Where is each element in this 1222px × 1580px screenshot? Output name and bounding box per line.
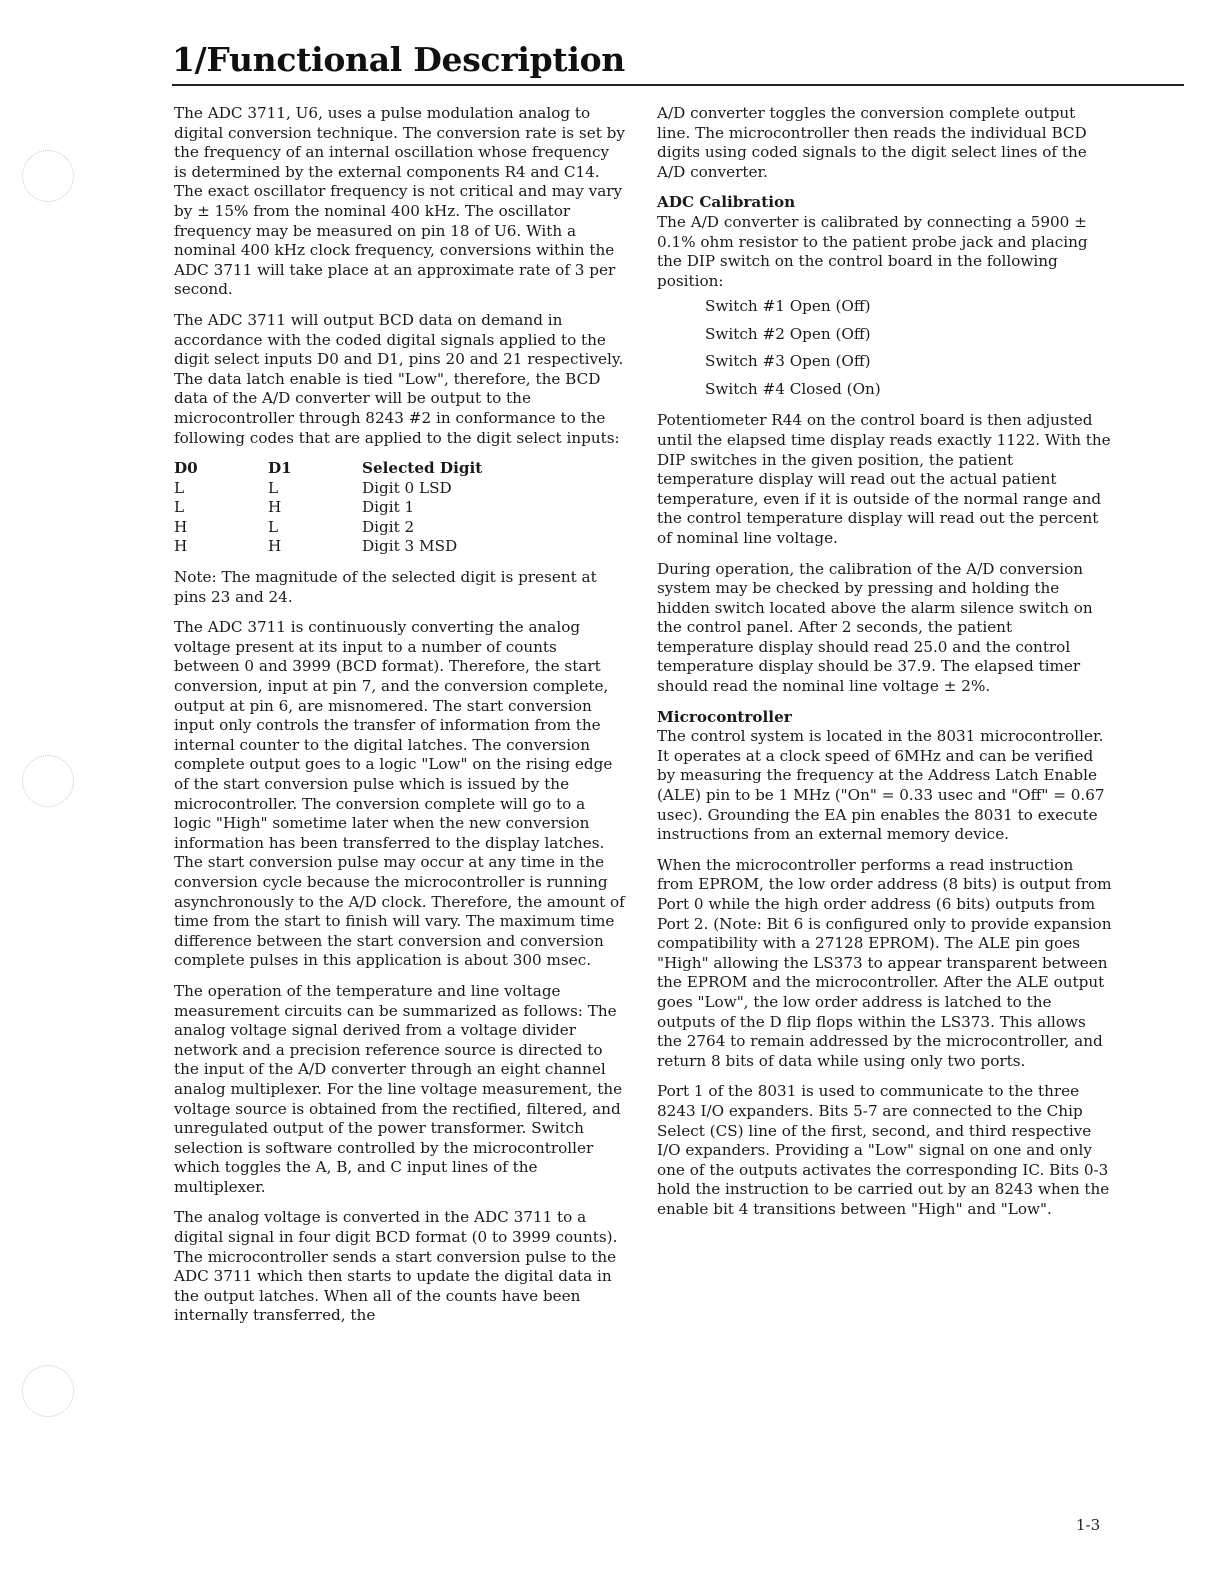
digit-select-table bbox=[174, 459, 482, 557]
table-cell: Digit 1 bbox=[362, 498, 415, 517]
title-rule bbox=[172, 84, 1184, 86]
table-cell: Digit 0 LSD bbox=[362, 478, 452, 497]
paragraph: The analog voltage is converted in the ADC 3711 to a digital signal in four digit BCD format (0 to 3999 counts). The microcontroller sends a start conversion pulse to the ADC 3711 which then starts to update the digital data in the output latches. When all of the counts have been internally transferred, the bbox=[174, 1208, 618, 1325]
paragraph: The A/D converter is calibrated by connecting a 5900 ± 0.1% ohm resistor to the patient probe jack and placing the DIP switch on the control board in the following position: bbox=[657, 212, 1088, 290]
table-header-selected-digit: Selected Digit bbox=[362, 459, 483, 478]
switch-item: Switch #3 Open (Off) bbox=[705, 352, 871, 371]
section-heading-adc-calibration: ADC Calibration bbox=[657, 193, 796, 212]
table-cell: L bbox=[268, 478, 279, 497]
table-row bbox=[174, 537, 482, 557]
table-cell: Digit 3 MSD bbox=[362, 537, 458, 556]
table-cell: L bbox=[174, 498, 185, 517]
table-cell: H bbox=[174, 537, 188, 556]
note-paragraph: Note: The magnitude of the selected digit is present at pins 23 and 24. bbox=[174, 568, 597, 606]
paragraph: The operation of the temperature and line voltage measurement circuits can be summarized as follows: The analog voltage signal derived from a voltage divider network and a precision reference source is directed to the input of the A/D converter through an eight channel analog multiplexer. For the line voltage measurement, the voltage source is obtained from the rectified, filtered, and unregulated output of the power transformer. Switch selection is software controlled by the microcontroller which toggles the A, B, and C input lines of the multiplexer. bbox=[174, 981, 623, 1196]
punch-hole-mark bbox=[22, 1365, 74, 1417]
table-cell: Digit 2 bbox=[362, 517, 415, 536]
table-header-d1: D1 bbox=[268, 459, 292, 478]
paragraph: The ADC 3711 will output BCD data on demand in accordance with the coded digital signals applied to the digit select inputs D0 and D1, pins 20 and 21 respectively. The data latch enable is tied "Low", therefore, the BCD data of the A/D converter will be output to the microcontroller through 8243 #2 in conformance to the following codes that are applied to the digit select inputs: bbox=[174, 310, 624, 447]
switch-item: Switch #1 Open (Off) bbox=[705, 297, 871, 316]
paragraph: The ADC 3711, U6, uses a pulse modulation analog to digital conversion technique. The conversion rate is set by the frequency of an internal oscillation whose frequency is determined by the external components R4 and C14. The exact oscillator frequency is not critical and may vary by ± 15% from the nominal 400 kHz. The oscillator frequency may be measured on pin 18 of U6. With a nominal 400 kHz clock frequency, conversions within the ADC 3711 will take place at an approximate rate of 3 per second. bbox=[174, 104, 625, 299]
paragraph: The control system is located in the 8031 microcontroller. It operates at a clock speed of 6MHz and can be verified by measuring the frequency at the Address Latch Enable (ALE) pin to be 1 MHz ("On" = 0.33 usec and "Off" = 0.67 usec). Grounding the EA pin enables the 8031 to execute instructions from an external memory device. bbox=[657, 727, 1105, 844]
page-title: 1/Functional Description bbox=[172, 40, 625, 79]
paragraph: When the microcontroller performs a read instruction from EPROM, the low order address (8 bits) is output from Port 0 while the high order address (6 bits) outputs from Port 2. (Note: Bit 6 is configured only to provide expansion compatibility with a 27128 EPROM). The ALE pin goes "High" allowing the LS373 to appear transparent between the EPROM and the microcontroller. After the ALE output goes "Low", the low order address is latched to the outputs of the D flip flops within the LS373. This allows the 2764 to remain addressed by the microcontroller, and return 8 bits of data while using only two ports. bbox=[657, 855, 1112, 1070]
punch-hole-mark bbox=[22, 150, 74, 202]
paragraph: A/D converter toggles the conversion complete output line. The microcontroller then reads the individual BCD digits using coded signals to the digit select lines of the A/D converter. bbox=[657, 104, 1087, 181]
table-header-d0: D0 bbox=[174, 459, 198, 478]
switch-item: Switch #2 Open (Off) bbox=[705, 324, 871, 343]
page-number: 1-3 bbox=[1076, 1516, 1101, 1534]
paragraph: Port 1 of the 8031 is used to communicate to the three 8243 I/O expanders. Bits 5-7 are connected to the Chip Select (CS) line of the first, second, and third respective I/O expanders. Providing a "Low" signal on one and only one of the outputs activates the corresponding IC. Bits 0-3 hold the instruction to be carried out by an 8243 when the enable bit 4 transitions between "High" and "Low". bbox=[657, 1082, 1110, 1218]
table-row bbox=[174, 479, 482, 499]
table-header-row bbox=[174, 459, 482, 479]
paragraph: The ADC 3711 is continuously converting the analog voltage present at its input to a number of counts between 0 and 3999 (BCD format). Therefore, the start conversion, input at pin 7, and the conversion complete, output at pin 6, are misnomered. The start conversion input only controls the transfer of information from the internal counter to the digital latches. The conversion complete output goes to a logic "Low" on the rising edge of the start conversion pulse which is issued by the microcontroller. The conversion complete will go to a logic "High" sometime later when the new conversion information has been transferred to the display latches. The start conversion pulse may occur at any time in the conversion cycle because the microcontroller is running asynchronously to the A/D clock. Therefore, the amount of time from the start to finish will vary. The maximum time difference between the start conversion and conversion complete pulses in this application is about 300 msec. bbox=[174, 618, 625, 970]
table-cell: L bbox=[174, 478, 185, 497]
punch-hole-mark bbox=[22, 755, 74, 807]
table-cell: H bbox=[268, 498, 282, 517]
table-cell: H bbox=[268, 537, 282, 556]
paragraph: Potentiometer R44 on the control board is then adjusted until the elapsed time display reads exactly 1122. With the DIP switches in the given position, the patient temperature display will read out the actual patient temperature, even if it is outside of the normal range and the control temperature display will read out the percent of nominal line voltage. bbox=[657, 411, 1111, 547]
table-cell: H bbox=[174, 517, 188, 536]
section-heading-microcontroller: Microcontroller bbox=[657, 707, 792, 726]
table-cell: L bbox=[268, 517, 279, 536]
paragraph: During operation, the calibration of the A/D conversion system may be checked by pressing and holding the hidden switch located above the alarm silence switch on the control panel. After 2 seconds, the patient temperature display should read 25.0 and the control temperature display should be 37.9. The elapsed timer should read the nominal line voltage ± 2%. bbox=[657, 559, 1093, 696]
table-row bbox=[174, 498, 482, 518]
switch-item: Switch #4 Closed (On) bbox=[705, 379, 881, 398]
right-column bbox=[657, 104, 1112, 1231]
switch-position-list bbox=[705, 293, 1112, 403]
left-column bbox=[174, 104, 626, 1337]
table-row bbox=[174, 518, 482, 538]
